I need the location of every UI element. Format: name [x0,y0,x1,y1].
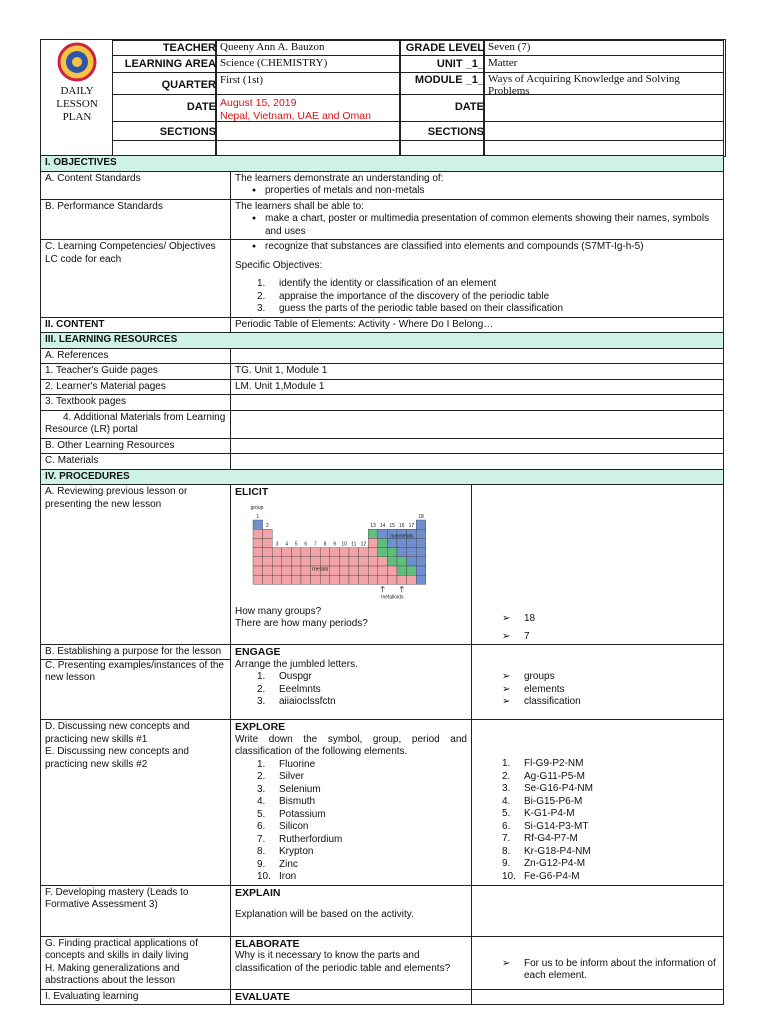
element-answer-list [476,758,719,883]
content-standards-bullet: ● properties of metals and non-metals [265,185,719,198]
element-item: 7. Rutherfordium [257,833,343,845]
row-explain [41,885,724,936]
pt-cell [301,575,311,584]
pt-cell [253,575,263,584]
pt-metalloids-label: metalloids [380,593,404,600]
sections-label-2: SECTIONS [427,126,484,138]
pt-group-number: 12 [360,541,367,548]
purpose-label: B. Establishing a purpose for the lesson [45,646,222,657]
logo-text-lesson: LESSON [56,98,98,110]
pt-group-number: 3 [275,541,279,548]
pt-cell [253,566,263,575]
mastery-label: F. Developing mastery (Leads to Formative Assessment 3) [41,885,231,936]
performance-intro: The learners shall be able to: [235,200,364,212]
pt-cell [387,547,397,556]
pt-group-number: 17 [408,522,415,529]
pt-cell [416,529,426,538]
element-answer: 2. Ag-G11-P5-M [502,770,585,782]
pt-cell [253,529,263,538]
pt-cell [387,575,397,584]
pt-cell [368,538,378,547]
metalloid-arrows-icon [381,586,404,592]
pt-cell [339,566,349,575]
pt-group-number: 5 [294,541,298,548]
pt-cell [397,538,407,547]
pt-cell [272,556,282,565]
element-item: 8. Krypton [257,846,314,857]
pt-cell [407,556,417,565]
pt-cell [349,566,359,575]
pt-metals-label: metals [312,566,329,573]
pt-cell [359,575,369,584]
section-procedures [41,469,724,485]
element-answer: 6. Si-G14-P3-MT [502,820,589,832]
pt-cell [330,566,340,575]
date-value: August 15, 2019 [220,97,297,109]
pt-cell [330,547,340,556]
element-item: 2. Silver [257,771,305,782]
pt-cell [416,566,426,575]
discussing-1-label: D. Discussing new concepts and practicing new skills #1 [45,721,190,745]
pt-cell [263,566,273,575]
pt-cell [378,529,388,538]
pt-group-label: group [250,504,264,511]
pt-group-number: 8 [323,541,327,548]
answer-periods: ➢ 7 [476,631,719,644]
reviewing-label: A. Reviewing previous lesson or presenting the new lesson [41,485,231,645]
pt-cell [253,538,263,547]
elaborate-answer: ➢ For us to be inform about the information of each element. [476,958,719,983]
content-value: Periodic Table of Elements: Activity - Where Do I Belong… [231,317,724,333]
explain-text: Explanation will be based on the activity. [235,909,414,920]
pt-cell [378,566,388,575]
teacher-value: Queeny Ann A. Bauzon [220,41,325,53]
sections-label: SECTIONS [159,126,216,138]
pt-cell [368,547,378,556]
engage-answer: ➢ elements [476,684,719,697]
pt-cell [339,575,349,584]
elicit-heading: ELICIT [235,486,269,498]
pt-group-number: 14 [379,522,386,529]
element-answer: 10. Fe-G6-P4-M [502,870,580,882]
quarter-label: QUARTER [161,79,216,91]
pt-cell [282,575,292,584]
pt-group-number: 1 [256,513,260,520]
row-content [41,317,724,333]
resources-title: III. LEARNING RESOURCES [41,333,724,349]
engage-heading: ENGAGE [235,646,281,658]
competency-bullet: ● recognize that substances are classified into elements and compounds (S7MT-Ig-h-5) [265,241,719,254]
date-label: DATE [186,101,216,113]
row-engage [41,645,724,720]
pt-cell [397,575,407,584]
pt-group-number: 11 [351,541,357,548]
pt-cell [378,575,388,584]
pt-cell [368,575,378,584]
pt-cell [407,566,417,575]
date-label-2: DATE [454,101,484,113]
textbook-label: 3. Textbook pages [41,395,231,411]
row-elicit [41,485,724,645]
pt-group-number: 7 [314,541,317,548]
pt-cell [301,556,311,565]
objectives-title: I. OBJECTIVES [41,156,724,172]
section-resources [41,333,724,349]
pt-cell [368,529,378,538]
logo-text-daily: DAILY [60,85,94,97]
pt-cell [397,566,407,575]
pt-cell [387,566,397,575]
examples-label: C. Presenting examples/instances of the new lesson [41,659,230,685]
pt-cell [320,556,330,565]
row-performance-standards [41,199,724,240]
row-explore [41,720,724,886]
learner-material-label: 2. Learner's Material pages [41,379,231,395]
pt-group-number: 15 [389,522,395,529]
element-answer: 4. Bi-G15-P6-M [502,795,583,807]
pt-cell [359,566,369,575]
pt-cell [253,547,263,556]
element-answer: 8. Kr-G18-P4-NM [502,845,591,857]
pt-group-number: 6 [304,541,308,548]
explore-heading: EXPLORE [235,721,286,733]
performance-bullet: ● make a chart, poster or multimedia presentation of common elements showing their names, symbols and uses [265,213,719,238]
jumbled-word: 3. aiiaioclssfctn [257,696,336,707]
pt-cell [291,556,301,565]
discussing-2-label: E. Discussing new concepts and practicing new skills #2 [45,746,189,770]
pt-group-number: 4 [285,541,288,548]
pt-cell [416,520,426,529]
pt-cell [263,529,273,538]
element-item: 3. Selenium [257,783,321,795]
pt-cell [301,566,311,575]
row-references [41,348,724,364]
deped-seal-icon [54,42,100,82]
pt-cell [368,566,378,575]
content-standards-intro: The learners demonstrate an understanding of: [235,172,444,184]
date-place: Nepal, Vietnam, UAE and Oman [220,110,371,122]
element-item: 10. Iron [257,871,297,882]
pt-cell [387,556,397,565]
pt-cell [407,538,417,547]
element-item: 1. Fluorine [257,758,316,770]
other-label: B. Other Learning Resources [41,438,231,454]
specific-objectives-title: Specific Objectives: [235,259,323,271]
teacher-guide-label: 1. Teacher's Guide pages [41,364,231,380]
content-standards-label: A. Content Standards [41,171,231,199]
pt-cell [320,547,330,556]
pt-nonmetals-label: nonmetals [390,532,414,539]
logo-text-plan: PLAN [62,111,92,123]
element-answer: 5. K-G1-P4-M [502,808,575,819]
grade-value: Seven (7) [488,41,531,53]
pt-cell [272,575,282,584]
answer-groups: ➢ 18 [476,613,719,626]
pt-cell [407,547,417,556]
quarter-value: First (1st) [220,74,264,86]
learning-area-label: LEARNING AREA [124,58,216,70]
pt-cell [378,538,388,547]
pt-cell [378,547,388,556]
row-learner-material [41,379,724,395]
teacher-label: TEACHER [162,42,216,54]
pt-cell [320,575,330,584]
pt-cell [263,538,273,547]
procedures-title: IV. PROCEDURES [41,469,724,485]
pt-cell [330,556,340,565]
references-label: A. References [41,348,231,364]
specific-objective: 1. identify the identity or classification of an element [257,278,497,289]
element-answer: 7. Rf-G4-P7-M [502,833,578,844]
row-teacher-guide [41,364,724,380]
pt-cell [330,575,340,584]
pt-cell [291,566,301,575]
pt-cell [359,556,369,565]
competencies-label: C. Learning Competencies/ Objectives LC code for each [41,240,231,318]
element-answer: 9. Zn-G12-P4-M [502,858,586,869]
specific-objective: 2. appraise the importance of the discovery of the periodic table [257,290,550,302]
row-other [41,438,724,454]
logo-block [42,40,112,155]
element-list [235,759,467,884]
explore-instruction: Write down the symbol, group, period and classification of the following elements. [235,733,467,757]
teacher-guide-value: TG. Unit 1, Module 1 [231,364,724,380]
pt-cell [368,556,378,565]
pt-cell [263,575,273,584]
pt-cell [387,538,397,547]
pt-cell [263,547,273,556]
pt-cell [416,547,426,556]
pt-cell [416,538,426,547]
jumbled-word: 1. Ouspgr [257,671,312,682]
pt-cell [291,547,301,556]
specific-objectives-list [235,278,719,316]
module-label: MODULE _1_ [414,74,484,86]
row-textbook [41,395,724,411]
pt-cell [282,556,292,565]
row-materials [41,454,724,470]
pt-group-number: 18 [418,513,424,520]
element-item: 4. Bismuth [257,796,316,807]
unit-label: UNIT _1_ [436,58,484,70]
engage-answer: ➢ groups [476,671,719,684]
question-periods: There are how many periods? [235,618,368,629]
pt-group-number: 13 [370,522,376,529]
learner-material-value: LM. Unit 1,Module 1 [231,379,724,395]
element-answer: 3. Se-G16-P4-NM [502,783,593,794]
pt-cell [311,575,321,584]
evaluating-label: I. Evaluating learning [41,989,231,1005]
pt-cell [253,556,263,565]
explain-heading: EXPLAIN [235,886,281,899]
element-item: 5. Potassium [257,808,326,820]
applications-label: G. Finding practical applications of concepts and skills in daily living [45,937,198,961]
materials-label: C. Materials [41,454,231,470]
engage-instruction: Arrange the jumbled letters. [235,658,358,670]
generalizations-label: H. Making generalizations and abstractions about the lesson [45,962,180,986]
pt-group-number: 16 [399,522,405,529]
learning-area-value: Science (CHEMISTRY) [220,57,328,69]
performance-standards-label: B. Performance Standards [41,199,231,240]
periodic-table-figure [235,502,435,606]
pt-group-number: 2 [266,522,269,529]
unit-value: Matter [488,57,518,69]
pt-cell [349,547,359,556]
row-content-standards [41,171,724,199]
lesson-plan-table [40,155,724,1005]
row-evaluate [41,989,724,1005]
pt-cell [349,575,359,584]
evaluate-heading: EVALUATE [231,989,472,1005]
module-value: Ways of Acquiring Knowledge and Solving Problems [488,73,680,97]
pt-cell [359,547,369,556]
pt-cell [407,575,417,584]
row-elaborate [41,936,724,989]
element-item: 6. Silicon [257,821,309,832]
pt-group-number: 10 [341,541,347,548]
pt-cell [339,556,349,565]
question-groups: How many groups? [235,605,322,617]
elaborate-question: Why is it necessary to know the parts and classification of the periodic table and elements? [235,950,451,974]
pt-cell [311,547,321,556]
pt-cell [272,547,282,556]
specific-objective: 3. guess the parts of the periodic table based on their classification [257,303,564,314]
pt-cell [416,575,426,584]
jumbled-word: 2. Eeelmnts [257,683,321,695]
element-item: 9. Zinc [257,858,298,870]
pt-cell [349,556,359,565]
pt-cell [378,556,388,565]
grade-label: GRADE LEVEL [405,42,484,54]
pt-cell [291,575,301,584]
pt-cell [397,556,407,565]
additional-label: 4. Additional Materials from Learning Resource (LR) portal [41,410,231,438]
element-answer: 1. Fl-G9-P2-NM [502,758,584,769]
pt-cell [311,556,321,565]
pt-cell [282,566,292,575]
pt-cell [272,566,282,575]
pt-cell [263,556,273,565]
engage-answer: ➢ classification [476,696,719,709]
pt-group-number: 9 [333,541,336,548]
pt-cell [339,547,349,556]
pt-cell [301,547,311,556]
pt-cell [416,556,426,565]
pt-cell [253,520,263,529]
elaborate-heading: ELABORATE [235,937,300,950]
pt-cell [282,547,292,556]
row-additional [41,410,724,438]
section-objectives [41,156,724,172]
content-title: II. CONTENT [41,317,231,333]
pt-cell [397,547,407,556]
row-competencies [41,240,724,318]
